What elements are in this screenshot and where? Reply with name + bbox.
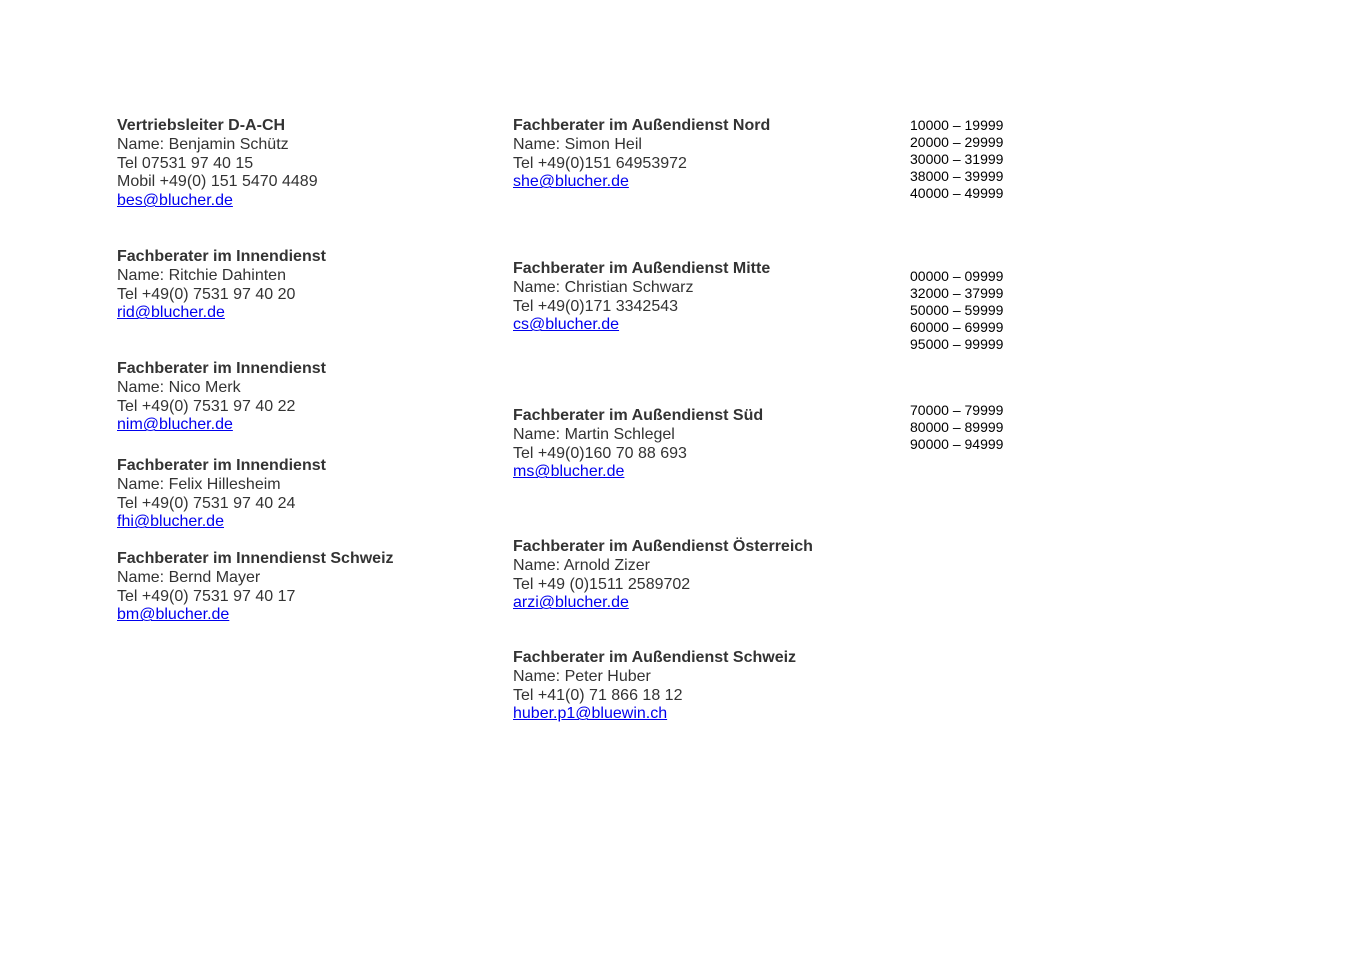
- contact-name: Name: Simon Heil: [513, 135, 642, 153]
- contact-email-link[interactable]: fhi@blucher.de: [117, 513, 224, 531]
- postal-range: 20000 – 29999: [910, 133, 1004, 150]
- contact-tel: Tel 07531 97 40 15: [117, 154, 254, 172]
- contact-email-link[interactable]: ms@blucher.de: [513, 463, 625, 481]
- contact-name: Name: Benjamin Schütz: [117, 135, 289, 153]
- contact-email-link[interactable]: bm@blucher.de: [117, 606, 230, 624]
- contact-name: Name: Felix Hillesheim: [117, 475, 281, 493]
- contact-name: Name: Martin Schlegel: [513, 425, 675, 443]
- contact-vertriebsleiter: [117, 117, 318, 211]
- contact-name: Name: Ritchie Dahinten: [117, 266, 286, 284]
- contact-title: Fachberater im Außendienst Mitte: [513, 260, 771, 277]
- contact-aussendienst-oesterreich: [513, 538, 813, 613]
- contact-title: Fachberater im Außendienst Schweiz: [513, 649, 797, 666]
- postal-range: 90000 – 94999: [910, 435, 1004, 452]
- postal-range: 30000 – 31999: [910, 150, 1004, 167]
- contact-title: Fachberater im Außendienst Süd: [513, 407, 764, 424]
- contact-tel: Tel +49(0) 7531 97 40 17: [117, 587, 296, 605]
- contact-name: Name: Peter Huber: [513, 667, 651, 685]
- contact-name: Name: Arnold Zizer: [513, 556, 650, 574]
- postal-range: 70000 – 79999: [910, 402, 1004, 418]
- postal-range: 38000 – 39999: [910, 167, 1004, 184]
- contact-name: Name: Christian Schwarz: [513, 278, 694, 296]
- contact-tel: Tel +41(0) 71 866 18 12: [513, 686, 683, 704]
- postal-ranges-nord: [910, 117, 1003, 202]
- contact-aussendienst-schweiz: [513, 649, 796, 724]
- contact-title: Fachberater im Innendienst: [117, 248, 326, 265]
- contact-email-link[interactable]: bes@blucher.de: [117, 192, 233, 210]
- postal-range: 32000 – 37999: [910, 284, 1004, 301]
- contact-email-link[interactable]: rid@blucher.de: [117, 304, 225, 322]
- contact-email-link[interactable]: arzi@blucher.de: [513, 594, 629, 612]
- contact-email-link[interactable]: she@blucher.de: [513, 173, 629, 191]
- contact-email-link[interactable]: huber.p1@bluewin.ch: [513, 705, 668, 723]
- contact-innendienst-3: [117, 457, 326, 532]
- postal-range: 80000 – 89999: [910, 418, 1004, 435]
- contact-title: Fachberater im Außendienst Nord: [513, 117, 771, 134]
- contact-title: Vertriebsleiter D-A-CH: [117, 117, 286, 134]
- contact-name: Name: Nico Merk: [117, 378, 241, 396]
- contact-tel: Tel +49(0) 7531 97 40 24: [117, 494, 296, 512]
- contact-aussendienst-nord: [513, 117, 770, 192]
- contact-email-link[interactable]: nim@blucher.de: [117, 416, 233, 434]
- contact-title: Fachberater im Innendienst: [117, 457, 326, 474]
- contact-title: Fachberater im Außendienst Österreich: [513, 538, 813, 555]
- contact-title: Fachberater im Innendienst Schweiz: [117, 550, 394, 567]
- contact-name: Name: Bernd Mayer: [117, 568, 261, 586]
- contact-tel: Tel +49(0)151 64953972: [513, 154, 687, 172]
- contact-tel: Tel +49(0) 7531 97 40 22: [117, 397, 296, 415]
- postal-range: 60000 – 69999: [910, 318, 1004, 335]
- contact-aussendienst-sued: [513, 407, 763, 482]
- contact-innendienst-1: [117, 248, 326, 323]
- postal-range: 00000 – 09999: [910, 268, 1004, 284]
- contact-email-link[interactable]: cs@blucher.de: [513, 316, 620, 334]
- contact-tel: Tel +49 (0)1511 2589702: [513, 575, 691, 593]
- postal-range: 10000 – 19999: [910, 117, 1004, 133]
- postal-range: 95000 – 99999: [910, 335, 1004, 352]
- postal-range: 50000 – 59999: [910, 301, 1004, 318]
- contact-innendienst-2: [117, 360, 326, 435]
- contact-tel: Tel +49(0) 7531 97 40 20: [117, 285, 296, 303]
- contact-tel: Tel +49(0)171 3342543: [513, 297, 679, 315]
- contact-mobile: Mobil +49(0) 151 5470 4489: [117, 173, 318, 191]
- contact-tel: Tel +49(0)160 70 88 693: [513, 444, 687, 462]
- contact-title: Fachberater im Innendienst: [117, 360, 326, 377]
- postal-ranges-sued: [910, 402, 1003, 453]
- postal-range: 40000 – 49999: [910, 184, 1004, 201]
- postal-ranges-mitte: [910, 268, 1003, 353]
- contact-aussendienst-mitte: [513, 260, 770, 335]
- contact-innendienst-schweiz: [117, 550, 394, 625]
